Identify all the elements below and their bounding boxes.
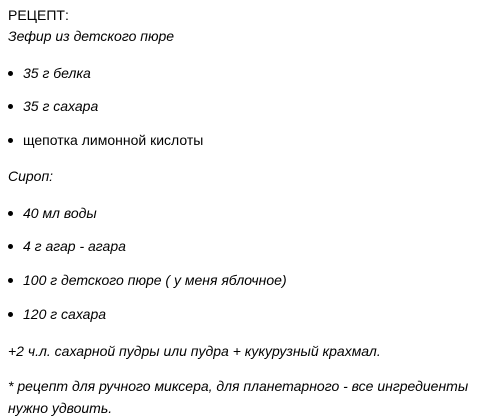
- bullet-icon: [8, 138, 13, 143]
- recipe-title: РЕЦЕПТ:: [8, 7, 69, 23]
- bullet-icon: [8, 312, 13, 317]
- list-item-text: 120 г сахара: [23, 306, 107, 322]
- list-item-text: щепотка лимонной кислоты: [23, 132, 204, 148]
- list-item-text: 35 г сахара: [23, 98, 99, 114]
- bullet-icon: [8, 71, 13, 76]
- bullet-icon: [8, 244, 13, 249]
- footnote: * рецепт для ручного миксера, для планетарного - все ингредиенты нужно удвоить.: [8, 378, 469, 416]
- extra-note: +2 ч.л. сахарной пудры или пудра + кукурузный крахмал.: [8, 343, 381, 359]
- list-item-text: 4 г агар - агара: [23, 238, 126, 254]
- syrup-heading: Сироп:: [8, 168, 54, 184]
- list-item-text: 40 мл воды: [23, 205, 97, 221]
- bullet-icon: [8, 104, 13, 109]
- list-item-text: 35 г белка: [23, 65, 91, 81]
- bullet-icon: [8, 211, 13, 216]
- bullet-icon: [8, 278, 13, 283]
- recipe-subtitle: Зефир из детского пюре: [8, 28, 175, 44]
- list-item-text: 100 г детского пюре ( у меня яблочное): [23, 272, 287, 288]
